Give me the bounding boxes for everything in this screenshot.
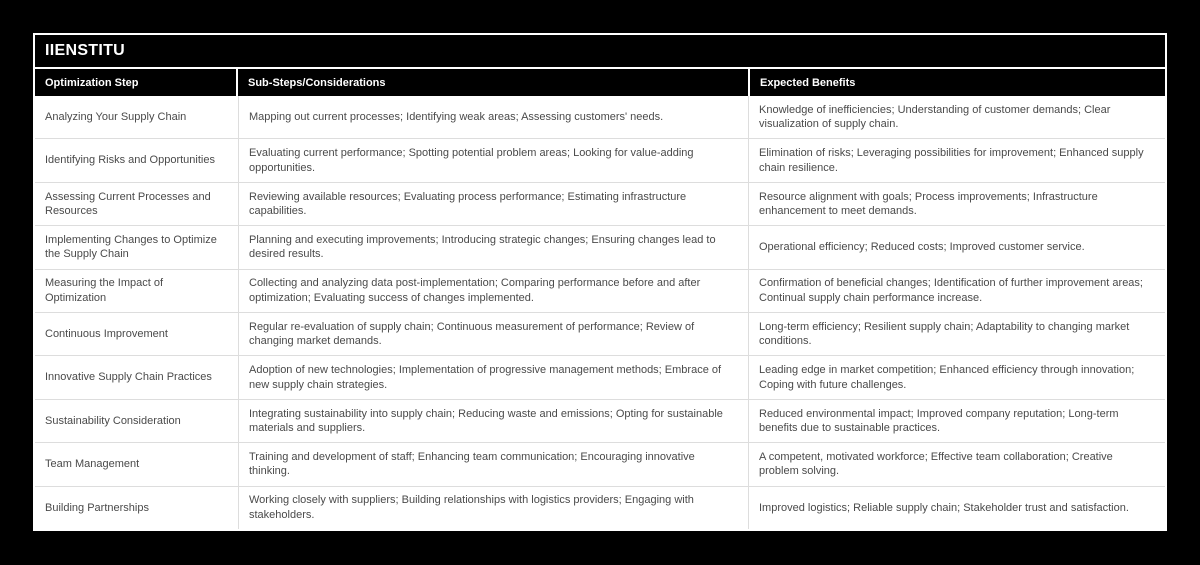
column-header-substeps: Sub-Steps/Considerations [238,69,748,96]
cell-step: Measuring the Impact of Optimization [45,277,164,304]
cell-step: Sustainability Consideration [45,414,181,427]
cell-step: Team Management [45,458,140,471]
cell-benefits: Operational efficiency; Reduced costs; Improved customer service. [748,226,1165,268]
cell-benefits: A competent, motivated workforce; Effective team collaboration; Creative problem solving. [748,443,1165,485]
table-row [35,226,1165,269]
cell-step: Building Partnerships [45,501,149,514]
cell-step: Identifying Risks and Opportunities [45,154,215,167]
table-row [35,96,1165,139]
table-row [35,313,1165,356]
table-row [35,487,1165,529]
column-header-optimization-step: Optimization Step [35,69,236,96]
table-row [35,400,1165,443]
cell-step: Continuous Improvement [45,327,168,340]
cell-substeps: Integrating sustainability into supply chain; Reducing waste and emissions; Opting for sustainable materials and suppliers. [238,400,748,442]
cell-substeps: Adoption of new technologies; Implementation of progressive management methods; Embrace of new supply chain strategies. [238,356,748,398]
cell-substeps: Regular re-evaluation of supply chain; Continuous measurement of performance; Review of changing market demands. [238,313,748,355]
brand-header [35,35,1165,67]
table-row [35,183,1165,226]
cell-substeps: Mapping out current processes; Identifying weak areas; Assessing customers' needs. [238,96,748,138]
cell-benefits: Elimination of risks; Leveraging possibilities for improvement; Enhanced supply chain resilience. [748,139,1165,181]
cell-substeps: Working closely with suppliers; Building relationships with logistics providers; Engaging with stakeholders. [238,487,748,529]
cell-substeps: Evaluating current performance; Spotting potential problem areas; Looking for value-adding opportunities. [238,139,748,181]
table-body [35,96,1165,529]
column-header-expected-benefits: Expected Benefits [750,69,1165,96]
cell-benefits: Leading edge in market competition; Enhanced efficiency through innovation; Coping with future challenges. [748,356,1165,398]
table-row [35,139,1165,182]
table-header-row [35,69,1165,96]
table-row [35,270,1165,313]
cell-step: Implementing Changes to Optimize the Supply Chain [45,233,217,261]
cell-benefits: Resource alignment with goals; Process improvements; Infrastructure enhancement to meet demands. [748,183,1165,225]
cell-benefits: Improved logistics; Reliable supply chain; Stakeholder trust and satisfaction. [748,487,1165,529]
table-row [35,443,1165,486]
cell-step: Assessing Current Processes and Resources [45,190,211,218]
cell-step: Analyzing Your Supply Chain [45,110,187,123]
cell-substeps: Collecting and analyzing data post-implementation; Comparing performance before and after optimization; Evaluating success of changes implemented. [238,270,748,312]
cell-substeps: Reviewing available resources; Evaluating process performance; Estimating infrastructure capabilities. [238,183,748,225]
brand-title: IIENSTITU [45,42,126,59]
cell-benefits: Reduced environmental impact; Improved company reputation; Long-term benefits due to sustainable practices. [748,400,1165,442]
cell-substeps: Training and development of staff; Enhancing team communication; Encouraging innovative thinking. [238,443,748,485]
cell-step: Innovative Supply Chain Practices [45,371,212,384]
cell-substeps: Planning and executing improvements; Introducing strategic changes; Ensuring changes lead to desired results. [238,226,748,268]
cell-benefits: Confirmation of beneficial changes; Identification of further improvement areas; Continual supply chain performance increase. [748,270,1165,312]
cell-benefits: Knowledge of inefficiencies; Understanding of customer demands; Clear visualization of supply chain. [748,96,1165,138]
table-row [35,356,1165,399]
cell-benefits: Long-term efficiency; Resilient supply chain; Adaptability to changing market conditions. [748,313,1165,355]
optimization-table-card [33,33,1167,531]
